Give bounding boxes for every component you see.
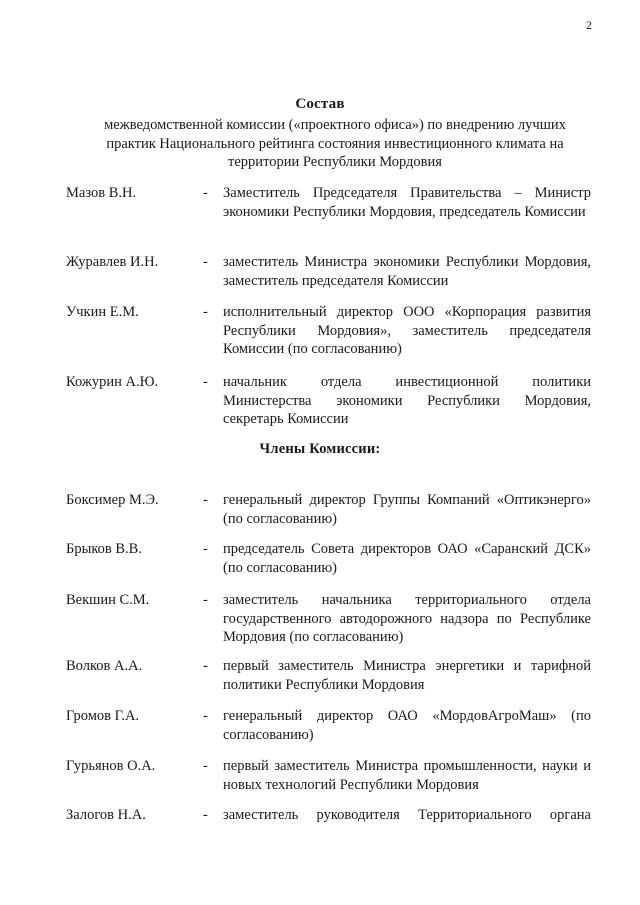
separator-dash: - xyxy=(203,492,208,508)
member-role: первый заместитель Министра промышленности, науки и новых технологий Республики Мордовия xyxy=(223,758,591,793)
member-role: Заместитель Председателя Правительства – Министр экономики Республики Мордовия, председатель Комиссии xyxy=(223,185,591,220)
document-subtitle: межведомственной комиссии («проектного офиса») по внедрению лучших практик Национального рейтинга состояния инвестиционного климата на территории Республики Мордовия xyxy=(104,117,566,170)
member-name: Журавлев И.Н. xyxy=(66,254,159,270)
member-name: Громов Г.А. xyxy=(66,708,140,724)
separator-dash: - xyxy=(203,541,208,557)
member-name: Кожурин А.Ю. xyxy=(66,374,159,390)
member-role: генеральный директор Группы Компаний «Оптикэнерго» (по согласованию) xyxy=(223,492,591,527)
member-name: Векшин С.М. xyxy=(66,592,150,608)
member-role: первый заместитель Министра энергетики и тарифной политики Республики Мордовия xyxy=(223,658,591,693)
member-role: заместитель начальника территориального отдела государственного автодорожного надзора по Республике Мордовия (по согласованию) xyxy=(223,592,591,645)
member-name: Учкин Е.М. xyxy=(66,304,139,320)
member-name: Брыков В.В. xyxy=(66,541,142,557)
member-name: Боксимер М.Э. xyxy=(66,492,159,508)
separator-dash: - xyxy=(203,592,208,608)
member-name: Волков А.А. xyxy=(66,658,143,674)
separator-dash: - xyxy=(203,185,208,201)
separator-dash: - xyxy=(203,758,208,774)
members-heading: Члены Комиссии: xyxy=(259,441,381,457)
member-name: Гурьянов О.А. xyxy=(66,758,156,774)
member-role: исполнительный директор ООО «Корпорация развития Республики Мордовия», заместитель председателя Комиссии (по согласованию) xyxy=(223,304,591,357)
member-role: генеральный директор ОАО «МордовАгроМаш» (по согласованию) xyxy=(223,708,591,743)
separator-dash: - xyxy=(203,658,208,674)
separator-dash: - xyxy=(203,304,208,320)
document-title: Состав xyxy=(295,96,345,112)
separator-dash: - xyxy=(203,708,208,724)
member-name: Залогов Н.А. xyxy=(66,807,146,823)
separator-dash: - xyxy=(203,254,208,270)
member-role: заместитель Министра экономики Республики Мордовия, заместитель председателя Комиссии xyxy=(223,254,591,289)
separator-dash: - xyxy=(203,807,208,823)
member-role: заместитель руководителя Территориального органа xyxy=(223,807,591,823)
separator-dash: - xyxy=(203,374,208,390)
page-number: 2 xyxy=(586,18,592,32)
member-role: начальник отдела инвестиционной политики Министерства экономики Республики Мордовия, секретарь Комиссии xyxy=(223,374,591,427)
member-role: председатель Совета директоров ОАО «Саранский ДСК» (по согласованию) xyxy=(223,541,591,576)
member-name: Мазов В.Н. xyxy=(66,185,137,201)
